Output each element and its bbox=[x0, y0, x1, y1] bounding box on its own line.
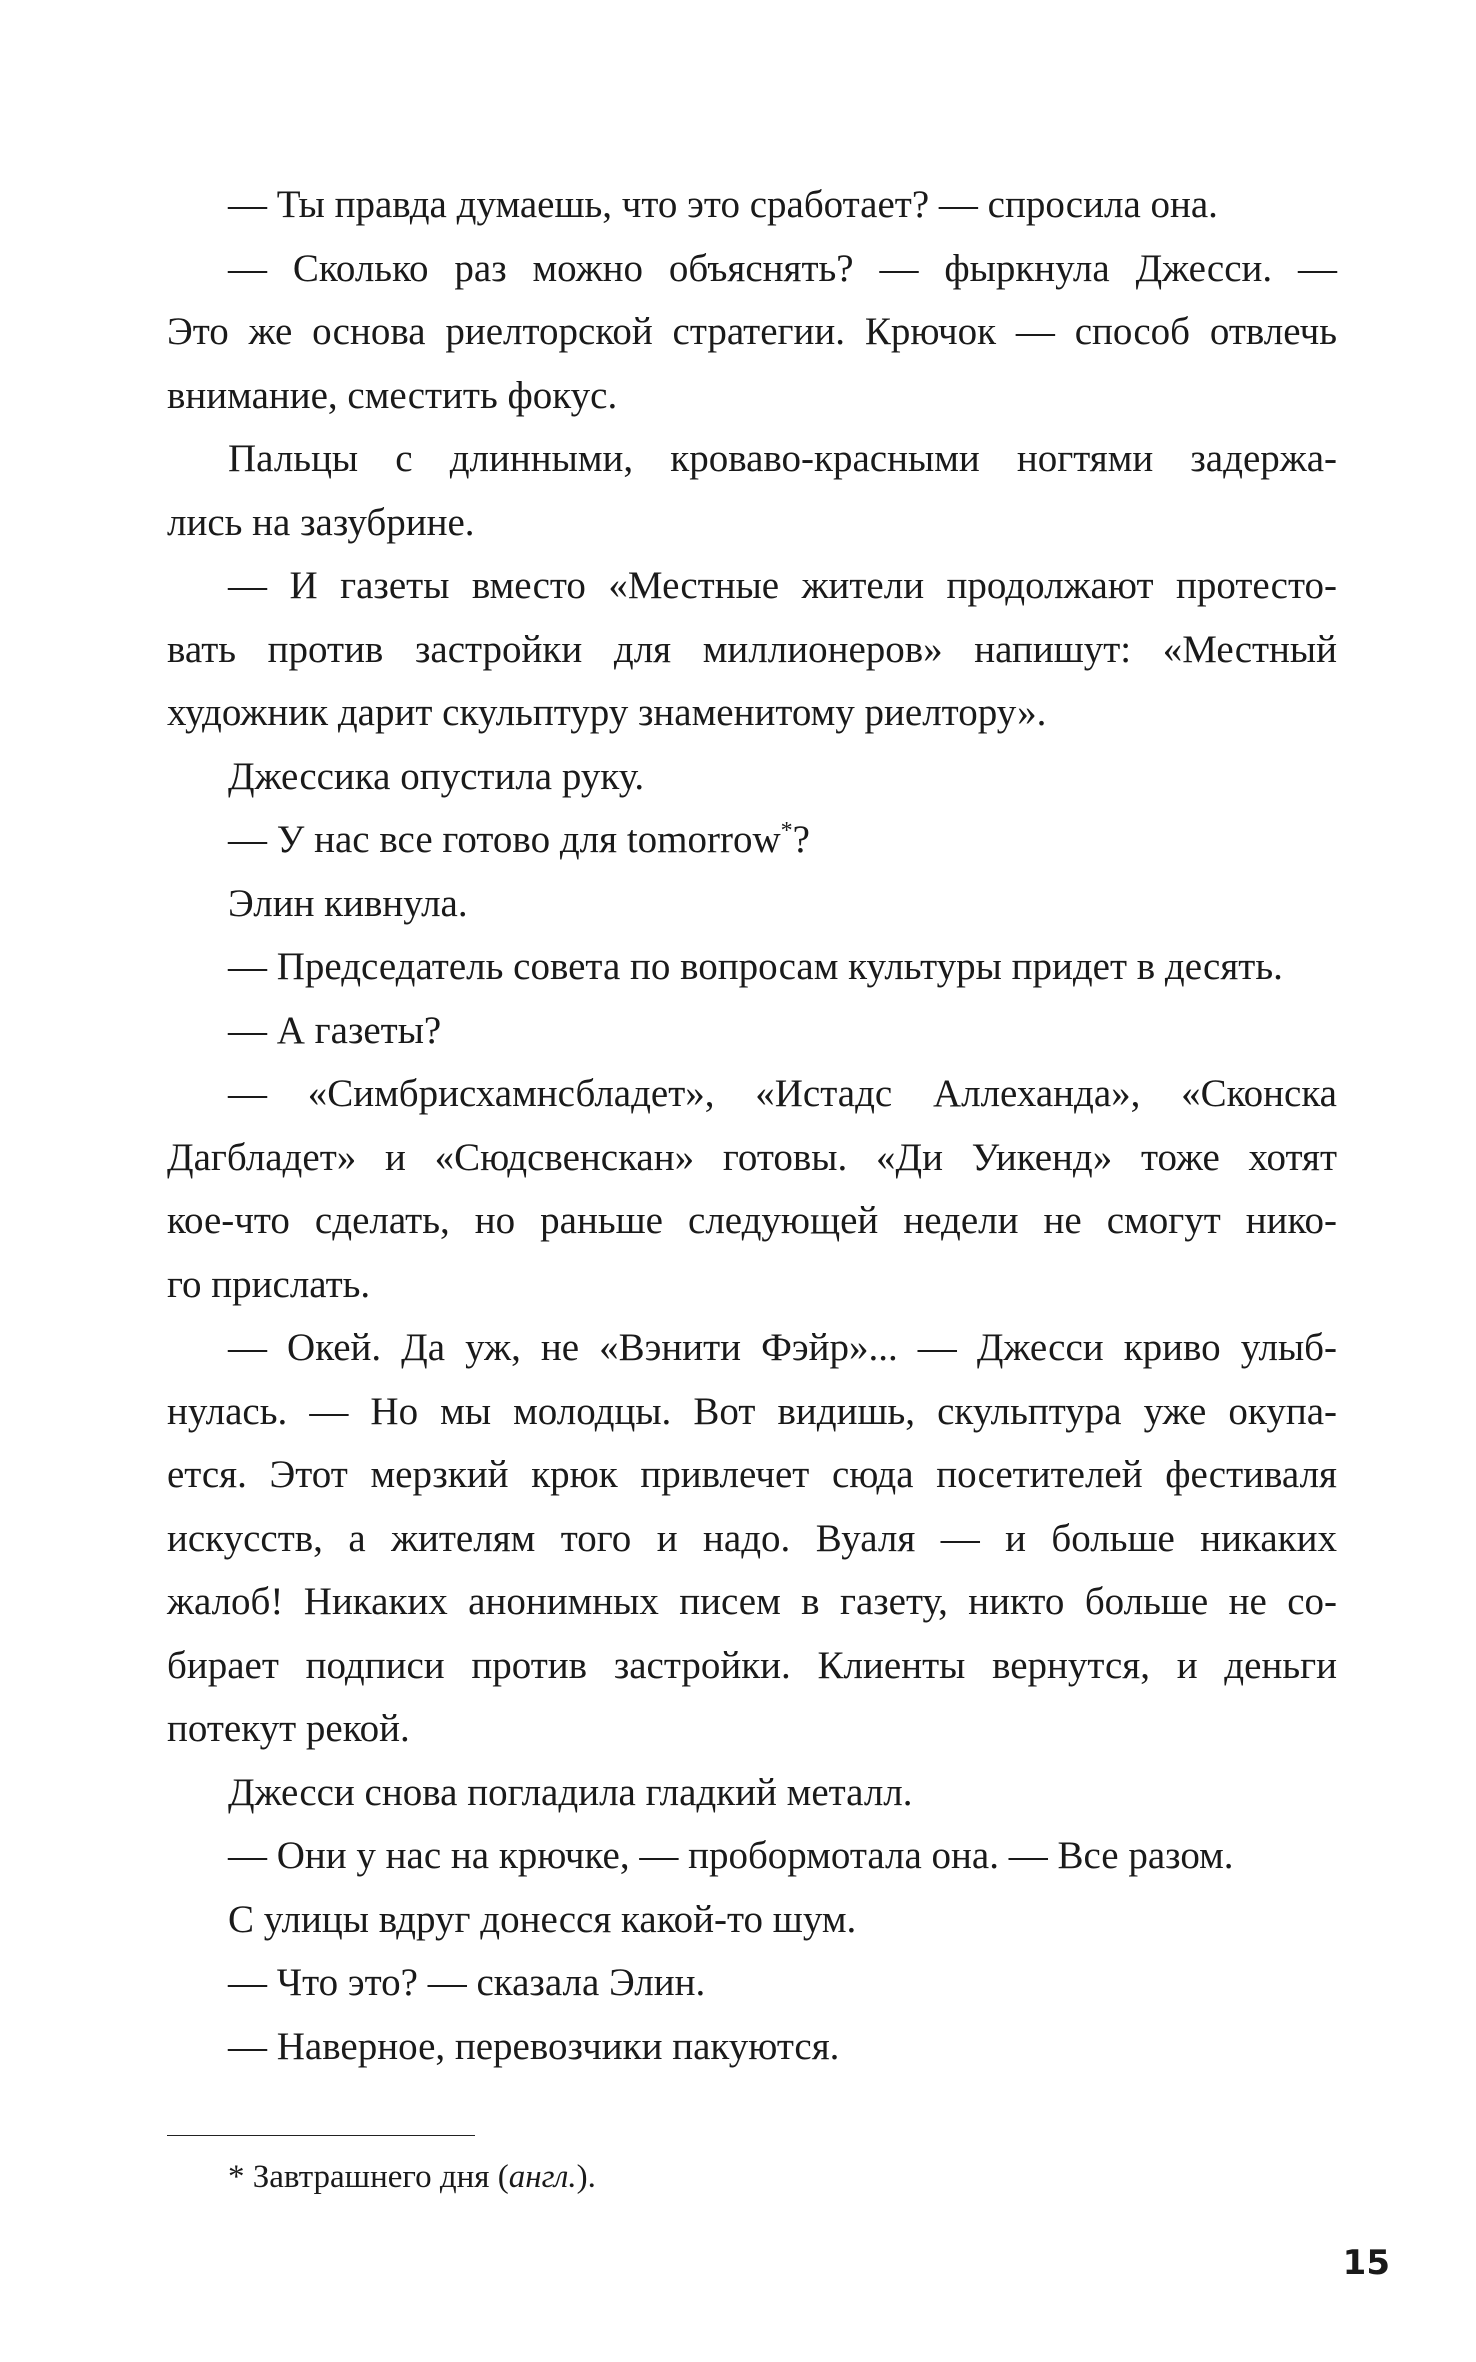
footnote-rule bbox=[167, 2135, 475, 2136]
text-line: бирает подписи против застройки. Клиенты вернутся, и деньги bbox=[167, 1643, 1337, 1687]
text-line: художник дарит скульптуру знаменитому риелтору». bbox=[167, 691, 1047, 734]
text-line: лись на зазубрине. bbox=[167, 500, 475, 544]
text-line: Джессика опустила руку. bbox=[228, 754, 645, 798]
text-line: жалоб! Никаких анонимных писем в газету, никто больше не со- bbox=[167, 1580, 1337, 1623]
text-line: го прислать. bbox=[167, 1262, 371, 1306]
text-line: — Они у нас на крючке, — пробормотала она. — Все разом. bbox=[228, 1834, 1234, 1877]
footnote bbox=[228, 2157, 596, 2197]
text-line: Пальцы с длинными, кроваво-красными ногтями задержа- bbox=[228, 437, 1337, 480]
text-line: Это же основа риелторской стратегии. Крючок — способ отвлечь bbox=[167, 310, 1337, 353]
text-line: — И газеты вместо «Местные жители продолжают протесто- bbox=[228, 564, 1337, 607]
text-line: вать против застройки для миллионеров» напишут: «Местный bbox=[167, 627, 1337, 671]
text-line: — Окей. Да уж, не «Вэнити Фэйр»... — Джесси криво улыб- bbox=[228, 1326, 1337, 1369]
text-line: С улицы вдруг донесся какой-то шум. bbox=[228, 1897, 857, 1941]
text-line: нулась. — Но мы молодцы. Вот видишь, скульптура уже окупа- bbox=[167, 1389, 1337, 1433]
text-line: внимание, сместить фокус. bbox=[167, 373, 618, 417]
text-line: потекут рекой. bbox=[167, 1707, 410, 1750]
text-line: искусств, а жителям того и надо. Вуаля — и больше никаких bbox=[167, 1516, 1337, 1560]
text-line: Дагбладет» и «Сюдсвенскан» готовы. «Ди Уикенд» тоже хотят bbox=[167, 1135, 1337, 1179]
text-line: — Ты правда думаешь, что это сработает? — спросила она. bbox=[228, 183, 1218, 226]
text-line: — У нас все готово для tomorrow*? bbox=[228, 818, 810, 861]
text-line: — «Симбрисхамнсбладет», «Истадс Аллеханда», «Сконска bbox=[228, 1072, 1337, 1115]
text-line: — Наверное, перевозчики пакуются. bbox=[228, 2024, 840, 2068]
footnote-suffix: ). bbox=[576, 2159, 596, 2195]
text-line: Элин кивнула. bbox=[228, 881, 468, 925]
text-line: — Сколько раз можно объяснять? — фыркнула Джесси. — bbox=[228, 246, 1337, 290]
text-line: Джесси снова погладила гладкий металл. bbox=[228, 1770, 913, 1814]
text-line: ется. Этот мерзкий крюк привлечет сюда посетителей фестиваля bbox=[167, 1453, 1337, 1496]
footnote-italic: англ. bbox=[508, 2159, 577, 2195]
body-text bbox=[167, 173, 1337, 2078]
text-line: кое-что сделать, но раньше следующей недели не смогут нико- bbox=[167, 1199, 1337, 1242]
footnote-prefix: * Завтрашнего дня ( bbox=[228, 2159, 509, 2195]
text-line: — Что это? — сказала Элин. bbox=[228, 1961, 706, 2004]
page-number: 15 bbox=[1342, 2243, 1390, 2283]
text-line: — Председатель совета по вопросам культуры придет в десять. bbox=[228, 945, 1283, 988]
text-line: — А газеты? bbox=[228, 1008, 442, 1052]
